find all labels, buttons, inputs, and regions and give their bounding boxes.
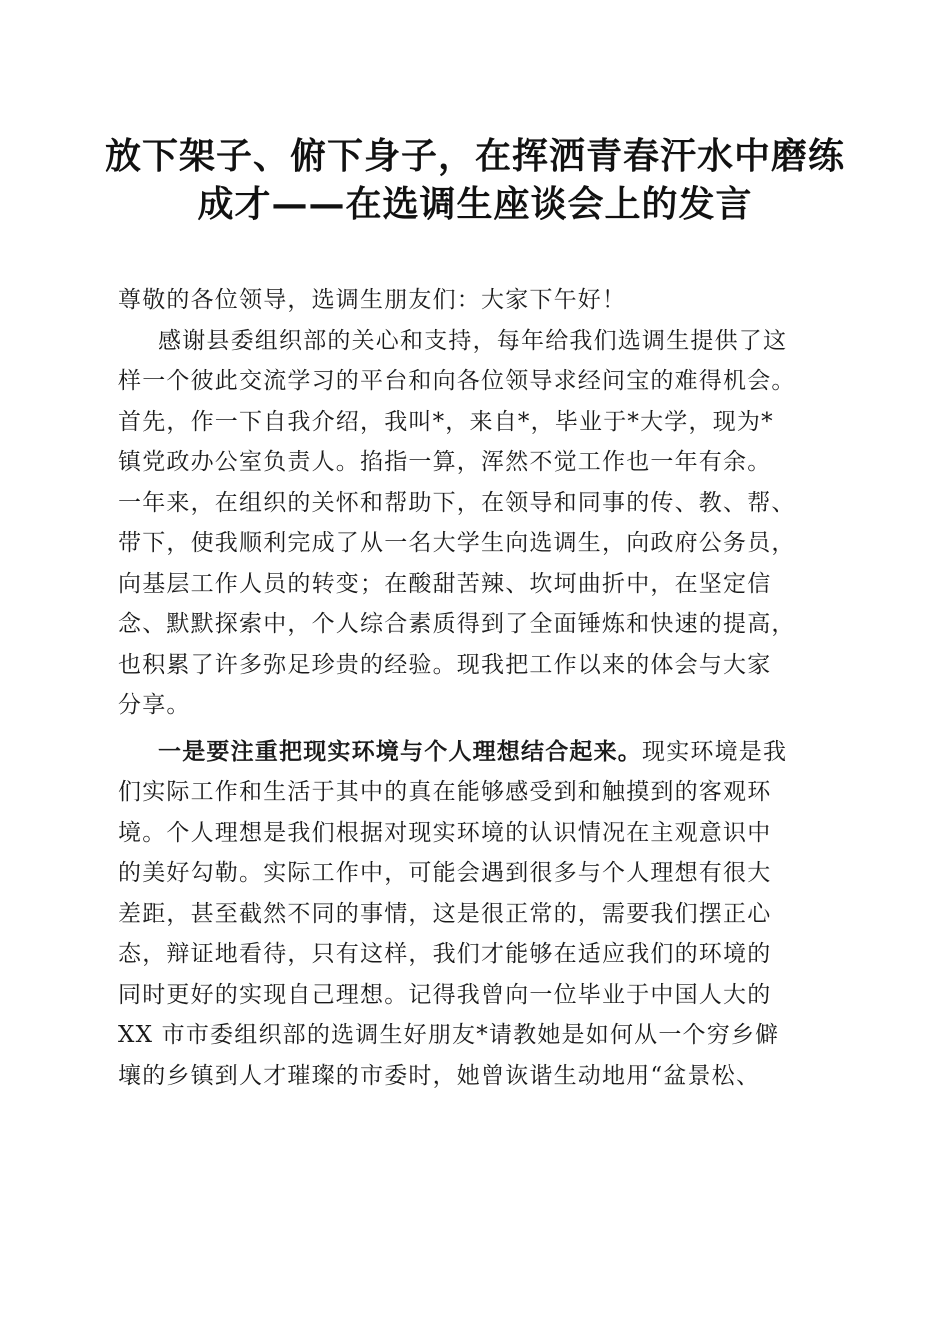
paragraph-line: 壤的乡镇到人才璀璨的市委时，她曾诙谐生动地用“盆景松、	[118, 1062, 761, 1089]
paragraph-line: 们实际工作和生活于其中的真在能够感受到和触摸到的客观环	[118, 779, 772, 805]
paragraph-line: 带下，使我顺利完成了从一名大学生向选调生，向政府公务员，	[118, 530, 796, 556]
paragraph-line: 也积累了许多弥足珍贵的经验。现我把工作以来的体会与大家	[118, 651, 772, 678]
paragraph-line: 境。个人理想是我们根据对现实环境的认识情况在主观意识中	[118, 819, 772, 846]
paragraph-1	[118, 321, 838, 726]
paragraph-line: 念、默默探索中，个人综合素质得到了全面锤炼和快速的提高，	[118, 611, 796, 637]
paragraph-line: 首先，作一下自我介绍，我叫*，来自*，毕业于*大学，现为*	[118, 408, 774, 435]
paragraph-line: 的美好勾勒。实际工作中，可能会遇到很多与个人理想有很大	[118, 860, 772, 886]
paragraph-heading: 一是要注重把现实环境与个人理想结合起来。	[158, 737, 642, 765]
paragraph-line: 感谢县委组织部的关心和支持，每年给我们选调生提供了这	[158, 327, 788, 354]
paragraph-line: 同时更好的实现自己理想。记得我曾向一位毕业于中国人大的	[118, 981, 772, 1008]
title-line-1: 放下架子、俯下身子，在挥洒青春汗水中磨练	[104, 135, 845, 177]
paragraph-line: 态，辩证地看待，只有这样，我们才能够在适应我们的环境的	[118, 941, 772, 967]
paragraph-line: 样一个彼此交流学习的平台和向各位领导求经问宝的难得机会。	[118, 368, 796, 394]
title-line-2: 成才——在选调生座谈会上的发言	[197, 183, 753, 225]
paragraph-first-line	[118, 732, 838, 773]
paragraph-line: 分享。	[118, 692, 191, 718]
paragraph-line: 向基层工作人员的转变；在酸甜苦辣、坎坷曲折中，在坚定信	[118, 570, 772, 597]
document-title	[100, 132, 850, 228]
paragraph-line: XX 市市委组织部的选调生好朋友*请教她是如何从一个穷乡僻	[118, 1022, 780, 1048]
paragraph-line: 一年来，在组织的关怀和帮助下，在领导和同事的传、教、帮、	[118, 489, 796, 516]
paragraph-line: 镇党政办公室负责人。掐指一算，浑然不觉工作也一年有余。	[118, 449, 772, 475]
document-body	[118, 280, 838, 1096]
salutation: 尊敬的各位领导，选调生朋友们：大家下午好！	[118, 287, 627, 313]
paragraph-text: 现实环境是我	[642, 738, 788, 765]
paragraph-2	[118, 732, 838, 1097]
paragraph-line: 差距，甚至截然不同的事情，这是很正常的，需要我们摆正心	[118, 900, 772, 927]
